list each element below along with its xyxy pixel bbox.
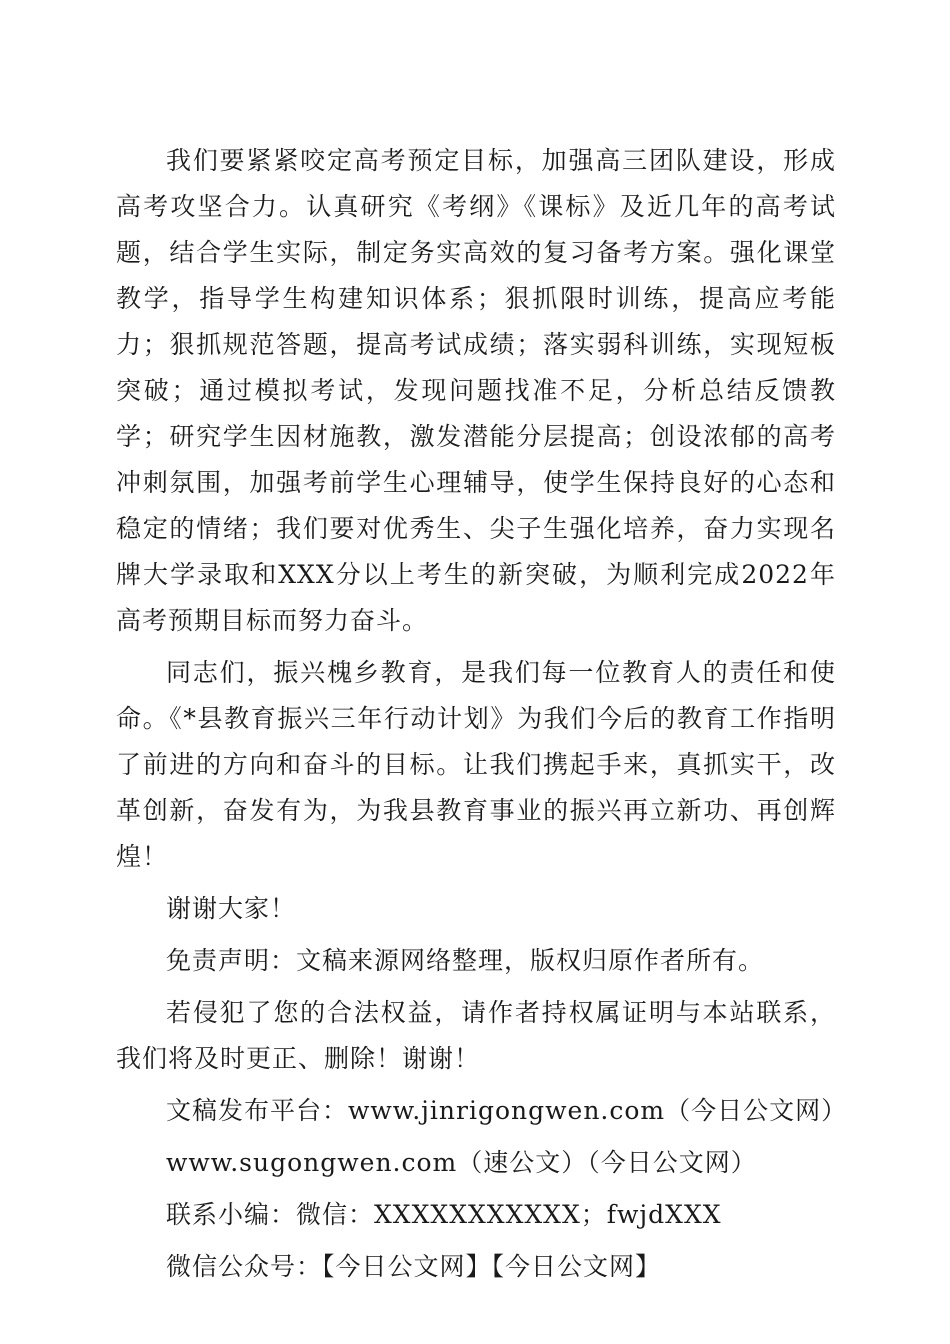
paragraph-revitalize-education: 同志们，振兴槐乡教育，是我们每一位教育人的责任和使命。《*县教育振兴三年行动计划》为我们今后的教育工作指明了前进的方向和奋斗的目标。让我们携起手来，真抓实干，改革创新，奋发有为，为我县教育事业的振兴再立新功、再创辉煌！	[116, 658, 836, 871]
paragraph-thanks: 谢谢大家！	[166, 894, 297, 923]
paragraph-publish-platform: 文稿发布平台：www.jinrigongwen.com（今日公文网）	[166, 1096, 848, 1125]
paragraph-infringement-notice: 若侵犯了您的合法权益，请作者持权属证明与本站联系，我们将及时更正、删除！谢谢！	[116, 998, 836, 1073]
paragraph-wechat-account: 微信公众号：【今日公文网】【今日公文网】	[166, 1252, 662, 1281]
paragraph-disclaimer: 免责声明：文稿来源网络整理，版权归原作者所有。	[166, 946, 765, 975]
paragraph-secondary-site: www.sugongwen.com（速公文）（今日公文网）	[166, 1148, 757, 1177]
document-body	[116, 138, 848, 1290]
paragraph-contact-editor: 联系小编：微信：XXXXXXXXXXX；fwjdXXX	[166, 1200, 722, 1229]
paragraph-exam-goals: 我们要紧紧咬定高考预定目标，加强高三团队建设，形成高考攻坚合力。认真研究《考纲》《课标》及近几年的高考试题，结合学生实际，制定务实高效的复习备考方案。强化课堂教学，指导学生构建知识体系；狠抓限时训练，提高应考能力；狠抓规范答题，提高考试成绩；落实弱科训练，实现短板突破；通过模拟考试，发现问题找准不足，分析总结反馈教学；研究学生因材施教，激发潜能分层提高；创设浓郁的高考冲刺氛围，加强考前学生心理辅导，使学生保持良好的心态和稳定的情绪；我们要对优秀生、尖子生强化培养，奋力实现名牌大学录取和XXX分以上考生的新突破，为顺利完成2022年高考预期目标而努力奋斗。	[116, 146, 836, 635]
